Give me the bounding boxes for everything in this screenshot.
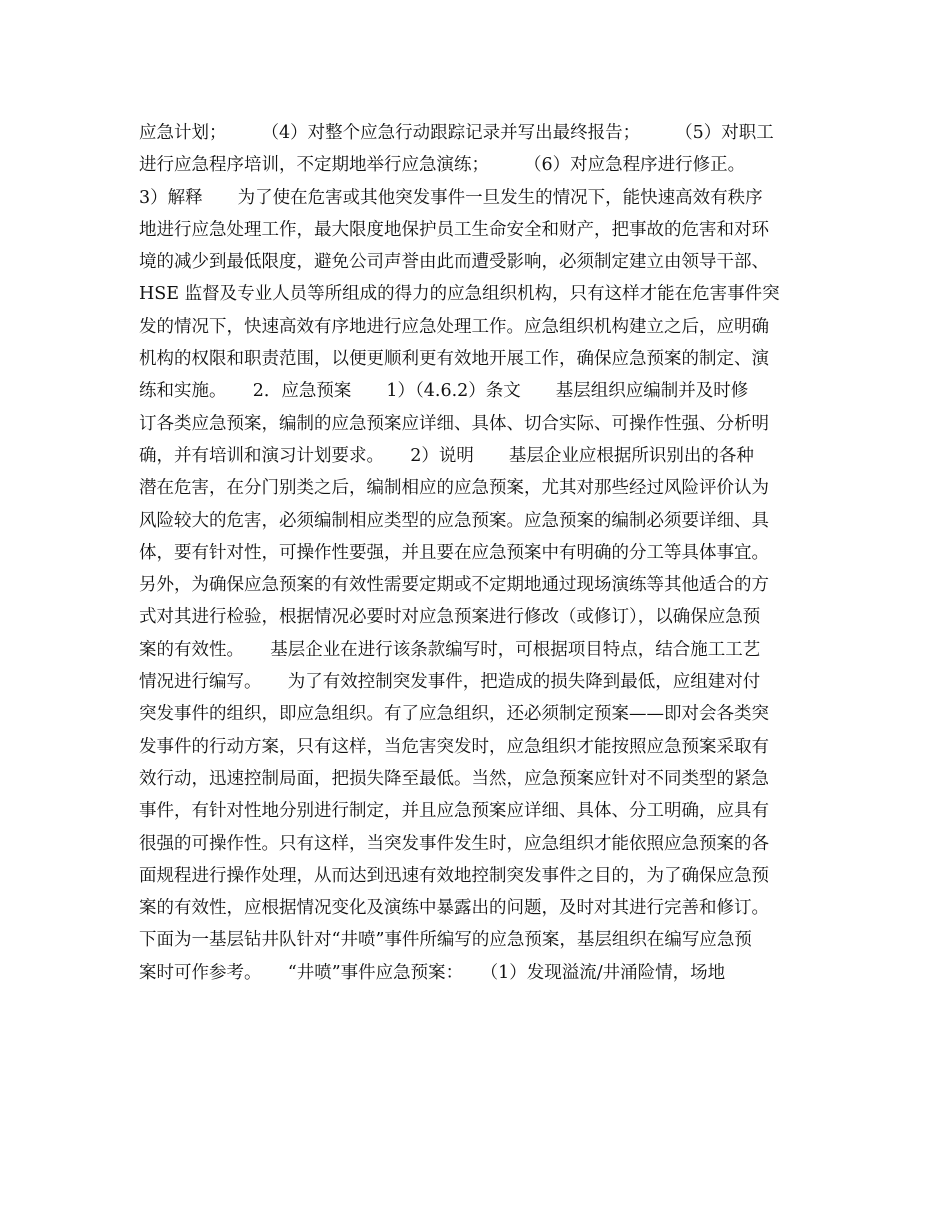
text-line: 确，并有培训和演习计划要求。 2）说明 基层企业应根据所识别出的各种 xyxy=(139,445,754,466)
text-line: 案的有效性。 基层企业在进行该条款编写时，可根据项目特点，结合施工工艺 xyxy=(139,639,761,660)
text-line: 发事件的行动方案，只有这样，当危害突发时，应急组织才能按照应急预案采取有 xyxy=(139,736,769,757)
text-line: 面规程进行操作处理，从而达到迅速有效地控制突发事件之目的，为了确保应急预 xyxy=(139,865,769,886)
text-line: 地进行应急处理工作，最大限度地保护员工生命安全和财产，把事故的危害和对环 xyxy=(139,219,769,240)
body-text xyxy=(139,117,819,989)
text-line: 订各类应急预案，编制的应急预案应详细、具体、切合实际、可操作性强、分析明 xyxy=(139,413,769,434)
text-line: 3）解释 为了使在危害或其他突发事件一旦发生的情况下，能快速高效有秩序 xyxy=(139,187,763,208)
text-line: 发的情况下，快速高效有序地进行应急处理工作。应急组织机构建立之后，应明确 xyxy=(139,316,769,337)
text-line: 情况进行编写。 为了有效控制突发事件，把造成的损失降到最低，应组建对付 xyxy=(139,672,761,693)
text-line: 案时可作参考。 “井喷”事件应急预案： （1）发现溢流/井涌险情，场地 xyxy=(139,962,726,983)
text-line: 潜在危害，在分门别类之后，编制相应的应急预案，尤其对那些经过风险评价认为 xyxy=(139,478,769,499)
text-line: 应急计划； （4）对整个应急行动跟踪记录并写出最终报告； （5）对职工 xyxy=(139,123,774,143)
text-line: 风险较大的危害，必须编制相应类型的应急预案。应急预案的编制必须要详细、具 xyxy=(139,510,769,531)
text-line: 练和实施。 2．应急预案 1）（4.6.2）条文 基层组织应编制并及时修 xyxy=(139,381,749,402)
text-line: 效行动，迅速控制局面，把损失降至最低。当然，应急预案应针对不同类型的紧急 xyxy=(139,768,769,789)
text-line: 下面为一基层钻井队针对“井喷”事件所编写的应急预案，基层组织在编写应急预 xyxy=(139,930,752,951)
text-line: 机构的权限和职责范围，以便更顺利更有效地开展工作，确保应急预案的制定、演 xyxy=(139,349,769,370)
text-line: 事件，有针对性地分别进行制定，并且应急预案应详细、具体、分工明确，应具有 xyxy=(139,801,769,822)
text-line: HSE 监督及专业人员等所组成的得力的应急组织机构，只有这样才能在危害事件突 xyxy=(139,284,780,305)
text-line: 境的减少到最低限度，避免公司声誉由此而遭受影响，必须制定建立由领导干部、 xyxy=(139,252,769,273)
text-line: 式对其进行检验，根据情况必要时对应急预案进行修改（或修订），以确保应急预 xyxy=(139,607,761,628)
text-line: 进行应急程序培训，不定期地举行应急演练； （6）对应急程序进行修正。 xyxy=(139,155,746,176)
text-line: 突发事件的组织，即应急组织。有了应急组织，还必须制定预案——即对会各类突 xyxy=(139,704,769,725)
text-line: 另外，为确保应急预案的有效性需要定期或不定期地通过现场演练等其他适合的方 xyxy=(139,575,769,596)
text-line: 很强的可操作性。只有这样，当突发事件发生时，应急组织才能依照应急预案的各 xyxy=(139,833,769,854)
text-line: 案的有效性，应根据情况变化及演练中暴露出的问题，及时对其进行完善和修订。 xyxy=(139,898,769,919)
text-line: 体，要有针对性，可操作性要强，并且要在应急预案中有明确的分工等具体事宜。 xyxy=(139,542,769,563)
